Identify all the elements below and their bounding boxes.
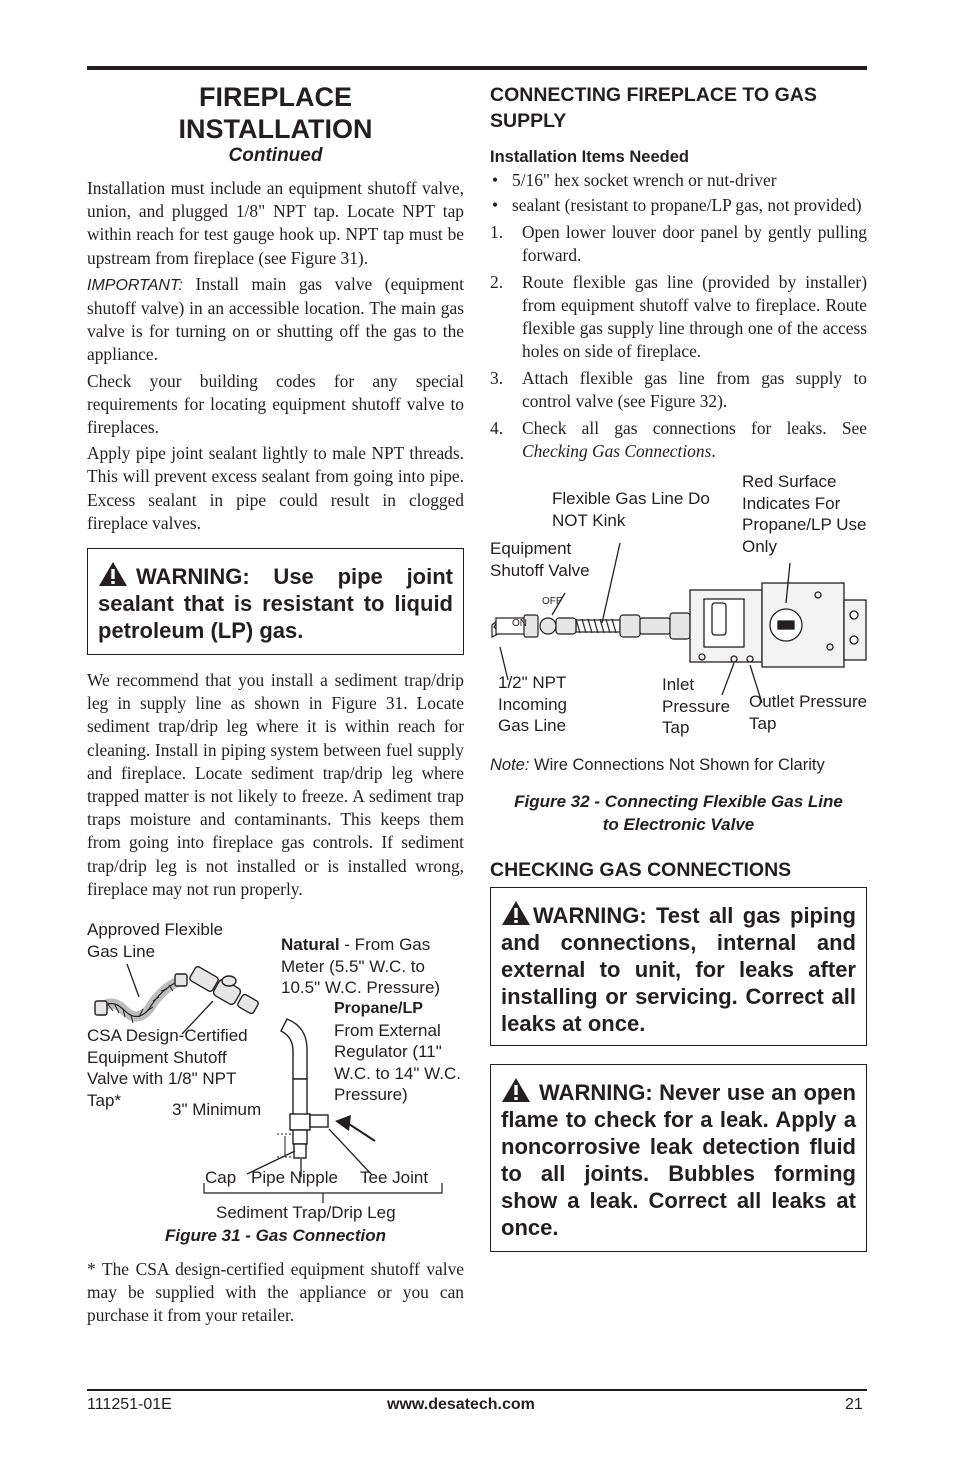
footer-doc-number: 111251-01E	[87, 1396, 172, 1413]
list-item: 1. Open lower louver door panel by gently pulling forward.	[490, 222, 867, 265]
warning-triangle-icon	[98, 561, 128, 587]
heading-checking-gas: CHECKING GAS CONNECTIONS	[490, 859, 792, 881]
list-item: 3. Attach flexible gas line from gas supply to control valve (see Figure 32).	[490, 368, 867, 411]
footer-page-number: 21	[845, 1396, 863, 1413]
warning-box-open-flame	[490, 1064, 867, 1252]
warning-text: WARNING: Test all gas piping and connections, internal and external to unit, for leaks after installing or servicing. Correct all leaks at once.	[501, 900, 856, 1037]
paragraph-sediment-trap: We recommend that you install a sediment trap/drip leg in supply line as shown in Figure 31. Locate sediment trap/drip leg where it is within reach for cleaning. Install in piping system between fuel supply and fireplace. Locate sediment trap/drip leg where trapped matter is not likely to freeze. A sediment trap traps moisture and contaminants. This keeps them from going into fireplace gas controls. If sediment trap/drip leg is not installed or is installed wrong, fireplace may not run properly.	[87, 670, 464, 899]
label-sediment-trap: Sediment Trap/Drip Leg	[216, 1203, 396, 1223]
warning-triangle-icon	[501, 1077, 531, 1103]
title-line-2: INSTALLATION	[178, 114, 373, 144]
paragraph-shutoff-valve: Installation must include an equipment shutoff valve, union, and plugged 1/8" NPT tap. Locate NPT tap within reach for test gauge hook up. NPT tap must be upstream from fireplace (see Figure 31).	[87, 178, 464, 268]
footer-rule	[87, 1389, 867, 1391]
list-item: • sealant (resistant to propane/LP gas, not provided)	[490, 194, 867, 217]
title-line-1: FIREPLACE	[198, 82, 352, 112]
footer-website[interactable]: www.desatech.com	[387, 1396, 535, 1413]
warning-text: WARNING: Never use an open flame to check for a leak. Apply a noncorrosive leak detection fluid to all joints. Bubbles forming show a leak. Correct all leaks at once.	[501, 1077, 856, 1241]
label-off: OFF	[542, 596, 562, 607]
figure-32	[490, 472, 868, 845]
label-csa-valve: CSA Design-Certified Equipment Shutoff Valve with 1/8" NPT Tap*	[87, 1026, 248, 1110]
label-propane: Propane/LP From External Regulator (11" W.C. to 14" W.C. Pressure)	[334, 1000, 461, 1105]
steps-list	[490, 221, 867, 463]
footnote: * The CSA design-certified equipment shutoff valve may be supplied with the appliance or you can purchase it from your retailer.	[87, 1259, 464, 1326]
label-on: ON	[512, 618, 527, 629]
list-item: • 5/16" hex socket wrench or nut-driver	[490, 169, 867, 192]
important-text: Install main gas valve (equipment shutoff valve) in an accessible location. The main gas valve is for turning on or shutting off the gas to the appliance.	[87, 273, 464, 365]
label-red-surface: Red Surface Indicates For Propane/LP Use Only	[742, 472, 867, 556]
top-rule	[87, 66, 867, 70]
label-cap: Cap	[205, 1168, 237, 1188]
paragraph-building-codes: Check your building codes for any special requirements for locating equipment shutoff valve to fireplaces.	[87, 370, 464, 438]
label-3-minimum: 3" Minimum	[172, 1100, 262, 1120]
figure-31-caption: Figure 31 - Gas Connection	[164, 1226, 387, 1246]
label-inlet-tap: Inlet Pressure Tap	[662, 675, 731, 737]
warning-box-sealant	[87, 548, 464, 655]
label-pipe-nipple: Pipe Nipple	[251, 1168, 338, 1188]
label-natural: Natural - From Gas Meter (5.5" W.C. to 10.5" W.C. Pressure)	[281, 935, 441, 998]
warning-text: WARNING: Use pipe joint sealant that is resistant to liquid petroleum (LP) gas.	[98, 561, 453, 644]
figure-32-note: Note: Wire Connections Not Shown for Clarity	[490, 756, 825, 774]
label-tee-joint: Tee Joint	[360, 1168, 429, 1188]
label-equipment-valve: Equipment Shutoff Valve	[490, 539, 590, 580]
paragraph-important	[87, 273, 464, 367]
figure-32-caption: Figure 32 - Connecting Flexible Gas Line to Electronic Valve	[514, 792, 843, 834]
warning-box-test-piping	[490, 887, 867, 1046]
section-subtitle: Continued	[228, 145, 323, 166]
label-npt-incoming: 1/2" NPT Incoming Gas Line	[498, 673, 567, 735]
list-item: 4. Check all gas connections for leaks. See Checking Gas Connections.	[490, 418, 867, 461]
paragraph-sealant: Apply pipe joint sealant lightly to male NPT threads. This will prevent excess sealant from going into pipe. Excess sealant in pipe could result in clogged fireplace valves.	[87, 443, 464, 533]
items-list	[490, 169, 867, 217]
label-flexible-line: Flexible Gas Line Do NOT Kink	[552, 489, 710, 530]
warning-triangle-icon	[501, 900, 531, 926]
section-title	[87, 81, 464, 145]
list-item: 2. Route flexible gas line (provided by installer) from equipment shutoff valve to fireplace. Route flexible gas supply line through one of the access holes on side of fireplace.	[490, 272, 867, 361]
left-column	[87, 80, 464, 1331]
right-column	[490, 80, 867, 1266]
important-label: IMPORTANT:	[87, 276, 183, 294]
heading-connecting-gas: CONNECTING FIREPLACE TO GAS SUPPLY	[490, 84, 817, 132]
label-outlet-tap: Outlet Pressure Tap	[749, 692, 868, 733]
figure-31	[87, 919, 464, 1254]
label-approved-gas-line: Approved Flexible Gas Line	[87, 920, 224, 961]
heading-installation-items: Installation Items Needed	[490, 148, 689, 166]
